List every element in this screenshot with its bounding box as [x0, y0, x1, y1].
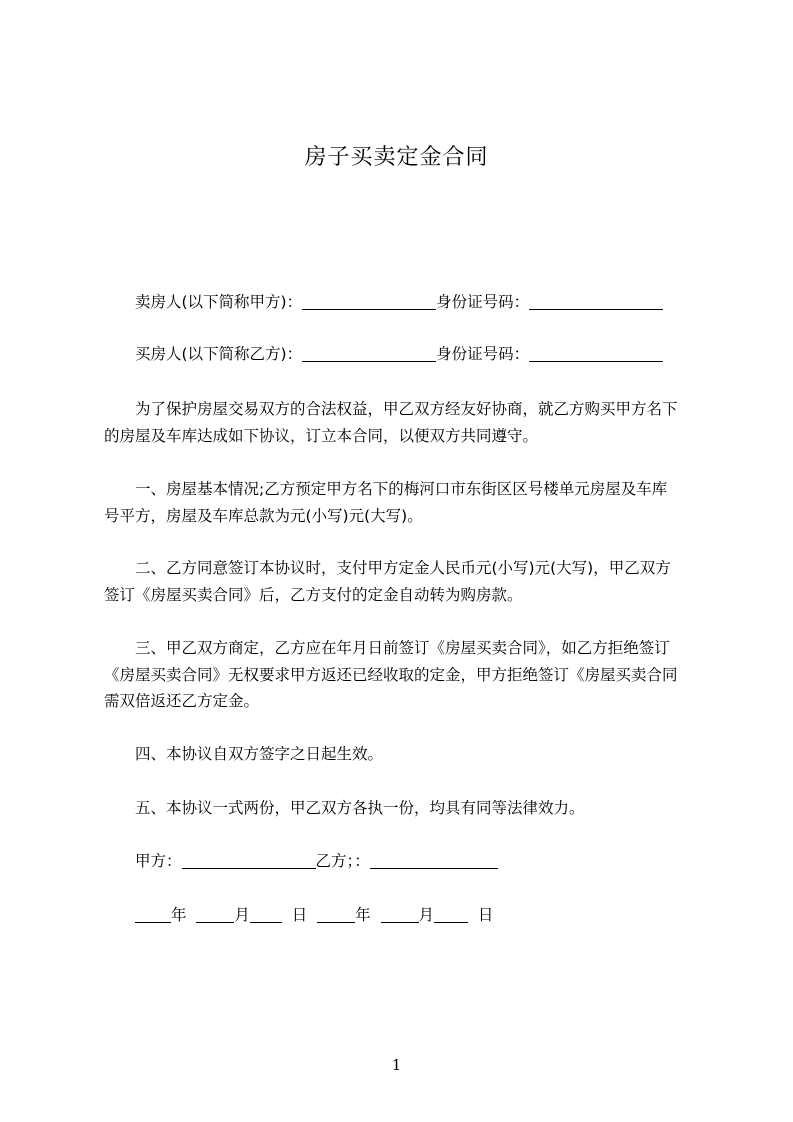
buyer-name-blank: [302, 345, 436, 362]
party-a-year-blank: [135, 906, 171, 923]
date-line: [104, 902, 735, 928]
party-a-month-label: 月: [234, 906, 250, 924]
seller-id-blank: [529, 293, 663, 310]
clause-3-line-1: 三、甲乙双方商定，乙方应在年月日前签订《房屋买卖合同》，如乙方拒绝签订: [135, 639, 670, 657]
clause-2-line-2: 签订《房屋买卖合同》后，乙方支付的定金自动转为购房款。: [104, 586, 523, 604]
party-b-month-blank: [381, 906, 419, 923]
seller-name-blank: [302, 293, 436, 310]
clause-2-line-1: 二、乙方同意签订本协议时，支付甲方定金人民币元(小写)元(大写)，甲乙双方: [135, 559, 671, 577]
seller-label: 卖房人(以下简称甲方)：: [135, 293, 303, 311]
intro-line-1: 为了保护房屋交易双方的合法权益，甲乙双方经友好协商，就乙方购买甲方名下: [135, 400, 678, 418]
party-b-month-label: 月: [418, 906, 435, 924]
party-a-day-blank: [250, 906, 282, 923]
seller-id-label: 身份证号码：: [436, 293, 530, 311]
party-b-day-blank: [434, 906, 468, 923]
party-b-sign-label: 乙方；：: [315, 852, 370, 870]
clause-3-line-3: 需双倍返还乙方定金。: [104, 692, 260, 710]
seller-line: [104, 289, 735, 315]
buyer-id-label: 身份证号码：: [436, 345, 530, 363]
intro-line-2: 的房屋及车库达成如下协议，订立本合同，以便双方共同遵守。: [104, 427, 539, 445]
party-a-month-blank: [196, 906, 234, 923]
party-a-sign-blank: [182, 852, 316, 869]
clause-1-line-1: 一、房屋基本情况;乙方预定甲方名下的梅河口市东街区区号楼单元房屋及车库: [135, 480, 668, 498]
document-title: 房子买卖定金合同: [304, 145, 489, 170]
party-a-day-label: 日: [291, 906, 308, 924]
party-b-year-blank: [317, 906, 355, 923]
page-number: 1: [391, 1056, 402, 1074]
signature-line: [104, 848, 735, 874]
clause-3-line-2: 《房屋买卖合同》无权要求甲方返还已经收取的定金，甲方拒绝签订《房屋买卖合同: [104, 666, 678, 684]
clause-5: 五、本协议一式两份，甲乙双方各执一份，均具有同等法律效力。: [135, 799, 585, 817]
party-b-year-label: 年: [355, 906, 371, 924]
buyer-line: [104, 341, 735, 367]
party-b-sign-blank: [370, 852, 498, 869]
buyer-label: 买房人(以下简称乙方)：: [135, 345, 303, 363]
party-b-day-label: 日: [477, 906, 494, 924]
party-a-sign-label: 甲方：: [135, 852, 182, 870]
clause-4: 四、本协议自双方签字之日起生效。: [135, 745, 384, 763]
party-a-year-label: 年: [171, 906, 187, 924]
clause-1-line-2: 号平方，房屋及车库总款为元(小写)元(大写)。: [104, 507, 423, 525]
buyer-id-blank: [529, 345, 663, 362]
